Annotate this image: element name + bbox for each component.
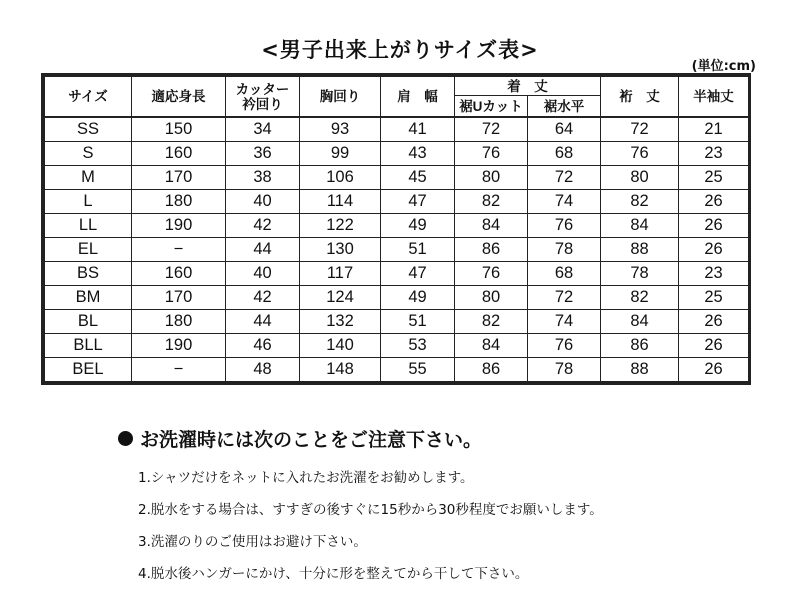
cell-len-u: 72	[455, 117, 528, 142]
cell-shoulder: 49	[381, 285, 455, 309]
header-length-flat: 裾水平	[528, 96, 601, 118]
cell-height: 180	[132, 309, 226, 333]
cell-collar: 36	[226, 142, 300, 166]
care-note-item-4: 4.脱水後ハンガーにかけ、十分に形を整えてから干して下さい。	[138, 566, 529, 582]
cell-height: 170	[132, 165, 226, 189]
cell-collar: 48	[226, 357, 300, 381]
cell-size: LL	[45, 213, 132, 237]
cell-size: M	[45, 165, 132, 189]
cell-sleeve: 72	[601, 117, 679, 142]
cell-sleeve: 80	[601, 165, 679, 189]
cell-size: BM	[45, 285, 132, 309]
cell-chest: 122	[300, 213, 381, 237]
cell-chest: 148	[300, 357, 381, 381]
header-collar-line2: 衿回り	[242, 96, 283, 112]
cell-half: 26	[679, 333, 749, 357]
unit-label: (単位:cm)	[691, 59, 756, 74]
cell-len-flat: 76	[528, 213, 601, 237]
cell-shoulder: 47	[381, 189, 455, 213]
header-shoulder: 肩 幅	[381, 77, 455, 118]
cell-collar: 44	[226, 237, 300, 261]
header-collar-line1: カッター	[235, 81, 290, 97]
table-row	[45, 285, 749, 309]
cell-sleeve: 76	[601, 142, 679, 166]
cell-half: 23	[679, 142, 749, 166]
cell-half: 26	[679, 213, 749, 237]
care-note-item-1: 1.シャツだけをネットに入れたお洗濯をお勧めします。	[138, 470, 474, 486]
cell-chest: 93	[300, 117, 381, 142]
care-notes-heading-text: お洗濯時には次のことをご注意下さい。	[140, 429, 483, 451]
table-row	[45, 261, 749, 285]
cell-len-flat: 68	[528, 142, 601, 166]
care-notes	[116, 425, 776, 596]
cell-collar: 42	[226, 285, 300, 309]
cell-len-u: 80	[455, 165, 528, 189]
cell-half: 26	[679, 309, 749, 333]
header-half-sleeve: 半袖丈	[679, 77, 749, 118]
table-row	[45, 357, 749, 381]
cell-size: EL	[45, 237, 132, 261]
care-note-item-3: 3.洗濯のりのご使用はお避け下さい。	[138, 534, 367, 550]
cell-collar: 40	[226, 189, 300, 213]
table-header-row	[45, 77, 749, 96]
header-height: 適応身長	[132, 77, 226, 118]
cell-len-u: 76	[455, 261, 528, 285]
cell-height: 170	[132, 285, 226, 309]
cell-size: BL	[45, 309, 132, 333]
cell-half: 21	[679, 117, 749, 142]
table-row	[45, 309, 749, 333]
cell-half: 26	[679, 189, 749, 213]
table-row	[45, 165, 749, 189]
cell-shoulder: 49	[381, 213, 455, 237]
cell-height: 150	[132, 117, 226, 142]
cell-chest: 99	[300, 142, 381, 166]
cell-shoulder: 55	[381, 357, 455, 381]
header-sleeve: 裄 丈	[601, 77, 679, 118]
header-length-group: 着 丈	[455, 77, 601, 96]
cell-sleeve: 88	[601, 237, 679, 261]
cell-len-u: 84	[455, 213, 528, 237]
cell-shoulder: 51	[381, 309, 455, 333]
cell-sleeve: 84	[601, 309, 679, 333]
cell-chest: 114	[300, 189, 381, 213]
cell-shoulder: 43	[381, 142, 455, 166]
cell-half: 25	[679, 165, 749, 189]
cell-len-flat: 74	[528, 189, 601, 213]
cell-half: 25	[679, 285, 749, 309]
cell-len-flat: 74	[528, 309, 601, 333]
cell-shoulder: 47	[381, 261, 455, 285]
cell-sleeve: 84	[601, 213, 679, 237]
cell-chest: 124	[300, 285, 381, 309]
table-row	[45, 142, 749, 166]
cell-len-flat: 68	[528, 261, 601, 285]
table-row	[45, 189, 749, 213]
cell-shoulder: 53	[381, 333, 455, 357]
cell-len-flat: 76	[528, 333, 601, 357]
cell-sleeve: 82	[601, 189, 679, 213]
header-chest: 胸回り	[300, 77, 381, 118]
cell-collar: 40	[226, 261, 300, 285]
cell-shoulder: 41	[381, 117, 455, 142]
cell-len-u: 86	[455, 357, 528, 381]
care-notes-heading	[116, 425, 776, 452]
cell-collar: 46	[226, 333, 300, 357]
cell-height: −	[132, 237, 226, 261]
cell-size: L	[45, 189, 132, 213]
cell-len-flat: 64	[528, 117, 601, 142]
cell-sleeve: 82	[601, 285, 679, 309]
cell-height: 190	[132, 213, 226, 237]
cell-shoulder: 45	[381, 165, 455, 189]
cell-half: 23	[679, 261, 749, 285]
table-row	[45, 117, 749, 142]
size-table-frame	[41, 73, 751, 385]
cell-size: BLL	[45, 333, 132, 357]
cell-len-flat: 78	[528, 237, 601, 261]
cell-len-u: 76	[455, 142, 528, 166]
cell-sleeve: 88	[601, 357, 679, 381]
size-table	[44, 76, 749, 382]
size-table-body	[45, 117, 749, 382]
cell-len-u: 82	[455, 309, 528, 333]
cell-chest: 130	[300, 237, 381, 261]
cell-len-u: 80	[455, 285, 528, 309]
header-length-u-cut: 裾Uカット	[455, 96, 528, 118]
cell-chest: 117	[300, 261, 381, 285]
cell-size: S	[45, 142, 132, 166]
cell-height: −	[132, 357, 226, 381]
table-row	[45, 213, 749, 237]
cell-collar: 38	[226, 165, 300, 189]
cell-len-u: 82	[455, 189, 528, 213]
cell-len-flat: 72	[528, 285, 601, 309]
cell-height: 160	[132, 261, 226, 285]
header-collar	[226, 77, 300, 118]
table-row	[45, 237, 749, 261]
cell-len-u: 86	[455, 237, 528, 261]
cell-half: 26	[679, 237, 749, 261]
cell-size: BS	[45, 261, 132, 285]
cell-height: 190	[132, 333, 226, 357]
cell-chest: 140	[300, 333, 381, 357]
cell-sleeve: 86	[601, 333, 679, 357]
cell-half: 26	[679, 357, 749, 381]
cell-len-u: 84	[455, 333, 528, 357]
cell-chest: 132	[300, 309, 381, 333]
care-note-item-2: 2.脱水をする場合は、すすぎの後すぐに15秒から30秒程度でお願いします。	[138, 502, 603, 518]
table-row	[45, 333, 749, 357]
header-size: サイズ	[45, 77, 132, 118]
cell-collar: 34	[226, 117, 300, 142]
cell-height: 180	[132, 189, 226, 213]
cell-chest: 106	[300, 165, 381, 189]
cell-len-flat: 72	[528, 165, 601, 189]
cell-size: SS	[45, 117, 132, 142]
cell-height: 160	[132, 142, 226, 166]
cell-collar: 44	[226, 309, 300, 333]
cell-size: BEL	[45, 357, 132, 381]
page-title: <男子出来上がりサイズ表>	[261, 38, 539, 62]
cell-shoulder: 51	[381, 237, 455, 261]
cell-sleeve: 78	[601, 261, 679, 285]
cell-collar: 42	[226, 213, 300, 237]
bullet-icon	[118, 431, 133, 446]
cell-len-flat: 78	[528, 357, 601, 381]
